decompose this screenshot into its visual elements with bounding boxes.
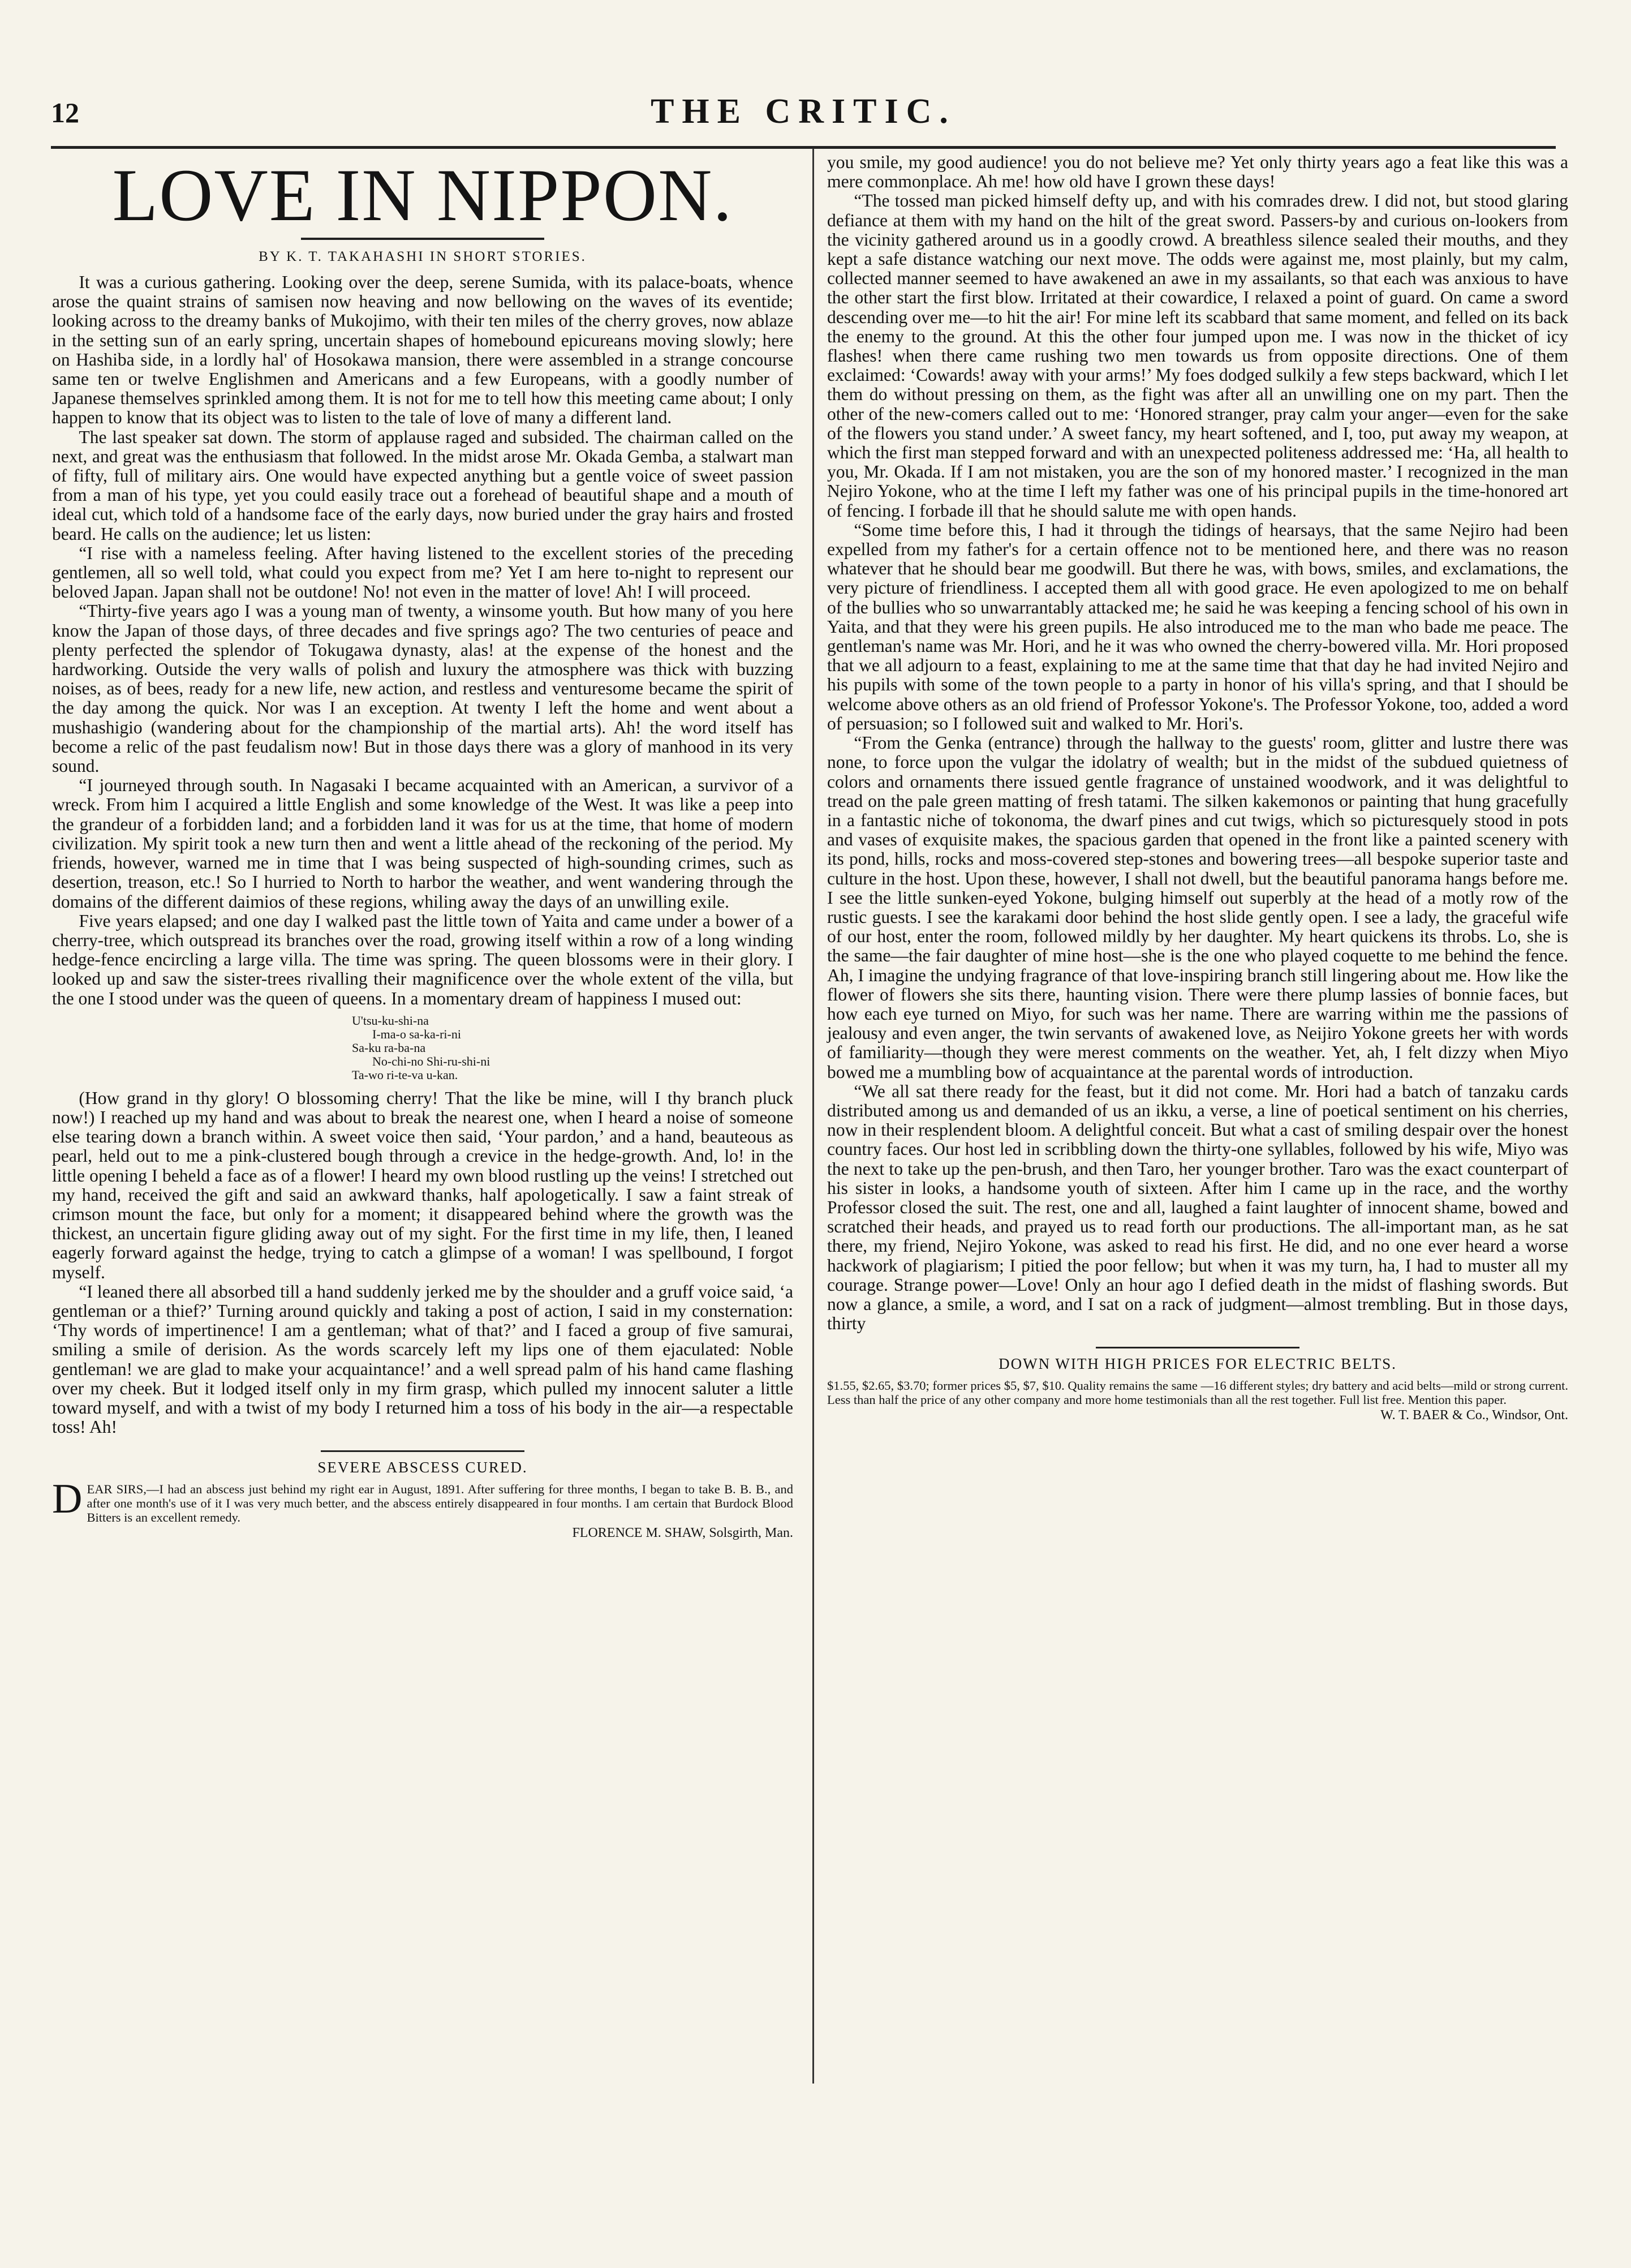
- drop-cap: D: [52, 1476, 83, 1523]
- right-column: [827, 153, 1568, 1423]
- ad-signature: FLORENCE M. SHAW, Solsgirth, Man.: [572, 1526, 793, 1541]
- article-paragraph: (How grand in thy glory! O blossoming cherry! That the like be mine, will I thy branch pluck now!) I reached up my hand and was about to break the nearest one, when I heard a noise of someone else tearing down a branch within. A sweet voice then said, ‘Your pardon,’ and a hand, beauteous as pearl, held out to me a pink-clustered bough through a crevice in the hedge-growth. And, lo! in the little opening I beheld a face as of a flower! I heard my own blood rustling up the veins! I stretched out my hand, received the gift and said an awkward thanks, half apologetically. I saw a faint streak of crimson mount the face, but only for a moment; it disappeared behind where the growth was the thickest, an uncertain figure gliding away out of my sight. For the first time in my life, then, I leaned eagerly forward against the hedge, trying to catch a glimpse of a woman! I was spellbound, I forgot myself.: [52, 1088, 793, 1282]
- ad-title: SEVERE ABSCESS CURED.: [317, 1459, 528, 1476]
- article-paragraph: Five years elapsed; and one day I walked past the little town of Yaita and came under a bower of a cherry-tree, which outspread its branches over the road, growing itself within a row of a long winding hedge-fence encircling a large villa. The time was spring. The queen blossoms were in their glory. I looked up and saw the sister-trees rivalling their magnificence over the whole extent of the villa, but the one I stood under was the queen of queens. In a momentary dream of happiness I mused out:: [52, 910, 793, 1008]
- article-paragraph: “I journeyed through south. In Nagasaki I became acquainted with an American, a survivor of a wreck. From him I acquired a little English and some knowledge of the West. It was like a peep into the grandeur of a forbidden land; and a forbidden land it was for us at the time, that home of modern civilization. My spirit took a new turn then and went a little ahead of the reckoning of the period. My friends, however, warned me in time that I was being suspected of high-sounding crimes, such as desertion, treason, etc.! So I hurried to North to harbor the weather, and went wandering through the domains of the different daimios of these regions, whiling away the days of an unwilling exile.: [52, 775, 793, 912]
- article-paragraph: The last speaker sat down. The storm of applause raged and subsided. The chairman called on the next, and great was the enthusiasm that followed. In the midst arose Mr. Okada Gemba, a stalwart man of fifty, full of military airs. One would have expected anything but a gentle voice of sweet passion from a man of his type, yet you could easily trace out a forehead of beautiful shape and a mouth of ideal cut, which told of a handsome face of the early days, now buried under the gray hairs and frosted beard. He calls on the audience; let us listen:: [52, 427, 793, 544]
- article-paragraph: “The tossed man picked himself defty up, and with his comrades drew. I did not, but stood glaring defiance at them with my hand on the hilt of the great sword. Passers-by and curious on-lookers from the vicinity gathered around us in a goodly crowd. A breathless silence sealed their mouths, and they kept a safe distance watching our next move. The odds were against me, most plainly, but my calm, collected manner seemed to have awakened an awe in my assailants, so that each was anxious to have the other start the first blow. Irritated at their cowardice, I relaxed a point of guard. On came a sword descending over me—to hit the air! For mine left its scabbard that same moment, and felled on its back the enemy to the ground. At this the other four jumped upon me. I was now in the thicket of icy flashes! when there came rushing two men towards us from opposite directions. One of them exclaimed: ‘Cowards! away with your arms!’ My foes dodged sulkily a few steps backward, which I let them do without pressing on them, as the fight was after all an unwilling one on my part. Then the other of the new-comers called out to me: ‘Honored stranger, pray calm your anger—even for the sake of the flowers you stand under.’ A sweet fancy, my heart softened, and I, too, put away my weapon, at which the first man stepped forward and with an unexpected politeness addressed me: ‘Ha, all health to you, Mr. Okada. If I am not mistaken, you are the son of my honored master.’ I recognized in the man Nejiro Yokone, who at the time I left my father was one of his principal pupils in the time-honored art of fencing. I forbade ill that he should salute me with open hands.: [827, 191, 1568, 521]
- japanese-verse: [352, 1014, 793, 1082]
- title-rule: [301, 238, 544, 240]
- article-paragraph: It was a curious gathering. Looking over the deep, serene Sumida, with its palace-boats, whence arose the quaint strains of samisen now heaving and now bellowing on the waves of its eventide; looking across to the dreamy banks of Mukojimo, with their ten miles of the cherry groves, now ablaze in the setting sun of an early spring, uncertain shapes of homebound epicureans moving slowly; here on Hashiba side, in a lordly hal' of Hosokawa mansion, there were assembled in a strange concourse same ten or twelve Englishmen and Americans and a few Europeans, with a goodly number of Japanese themselves sprinkled among them. It is not for me to tell how this meeting came about; I only happen to know that its object was to listen to the tale of love of many a different land.: [52, 272, 793, 428]
- verse-line: Ta-wo ri-te-va u-kan.: [352, 1067, 458, 1082]
- electric-belts-advertisement: [827, 1355, 1568, 1423]
- article-paragraph: “Thirty-five years ago I was a young man of twenty, a winsome youth. But how many of you here know the Japan of those days, of three decades and five springs ago? The two centuries of peace and plenty perfected the splendor of Tokugawa dynasty, alas! at the expense of the honest and the hardworking. Outside the very walls of polish and luxury the atmosphere was thick with buzzing noises, as of bees, ready for a new life, new action, and restless and venturesome became the spirit of the day among the quick. Nor was I an exception. At twenty I left the home and went about a mushashigio (wandering about for the championship of the martial arts). Ah! the word itself has become a relic of the past feudalism now! But in those days there was a glory of manhood in its very sound.: [52, 601, 793, 776]
- ad-rule: [321, 1450, 524, 1452]
- ad-body: EAR SIRS,—I had an abscess just behind my right ear in August, 1891. After suffering for three months, I began to take B. B. B., and after one month's use of it I was very much better, and the abscess entirely disappeared in four months. I am certain that Burdock Blood Bitters is an excellent remedy.: [87, 1482, 793, 1525]
- ad-signature: W. T. BAER & Co., Windsor, Ont.: [1380, 1408, 1568, 1423]
- article-paragraph: “From the Genka (entrance) through the hallway to the guests' room, glitter and lustre there was none, to force upon the vulgar the idolatry of wealth; but in the midst of the subdued quietness of colors and ornaments there issued gentle fragrance of unstained woodwork, and it was delightful to tread on the pale green matting of fresh tatami. The silken kakemonos or painting that hung gracefully in a fantastic niche of tokonoma, the dwarf pines and cut twigs, which so picturesquely stood in pots and vases of exquisite makes, the spacious garden that opened in the front like a painted scenery with its pond, hills, rocks and moss-covered step-stones and bowering trees—all bespoke superior taste and culture in the host. Upon these, however, I shall not dwell, but the beautiful panorama hangs before me. I see the little sunken-eyed Yokone, bulging himself out superbly at the head of a motly row of the rustic guests. I see the karakami door behind the host slide gently open. I see a lady, the graceful wife of our host, enter the room, followed mildly by her daughter. My heart quickens its throbs. Lo, she is the same—the fair daughter of mine host—she is the one who played coquette to me behind the fence. Ah, I imagine the undying fragrance of that love-inspiring branch still lingering about me. How like the flower of flowers she sits there, haunting vision. There were there plump lassies of bonnie faces, but how each eye turned on Miyo, for such was her name. There are warring within me the passions of jealousy and even anger, the twin servants of awakened love, as Neijiro Yokone greets her with words of familiarity—though they were merest comments on the weather. Yet, ah, I felt dizzy when Miyo bowed me a mumbling bow of acquaintance at the parental words of introduction.: [827, 733, 1568, 1082]
- page-header: [51, 92, 1556, 141]
- article-paragraph: “We all sat there ready for the feast, but it did not come. Mr. Hori had a batch of tanzaku cards distributed among us and demanded of us an ikku, a verse, a line of poetical sentiment on his cherries, now in their resplendent bloom. A delightful conceit. But what a cast of smiling despair over the honest country faces. Our host led in scribbling down the thirty-one syllables, followed by his wife, Miyo was the next to take up the pen-brush, and then Taro, her younger brother. Taro was the exact counterpart of his sister in looks, a handsome youth of sixteen. After him I came up in the race, and the worthy Professor closed the suit. The rest, one and all, laughed a faint laughter of innocent shame, bowed and scratched their heads, and prayed us to read forth our productions. The all-important man, as he sat there, my friend, Nejiro Yokone, was asked to read his first. He did, and no one ever heard a worse hackwork of plagiarism; I pitied the poor fellow; but when it was my turn, ha, I had to muster all my courage. Strange power—Love! Only an hour ago I defied death in the midst of flashing swords. But now a glance, a smile, a word, and I sat on a rack of judgment—almost trembling. But in those days, thirty: [827, 1081, 1568, 1334]
- header-rule: [51, 146, 1556, 149]
- left-column: [52, 153, 793, 1541]
- ad-title: DOWN WITH HIGH PRICES FOR ELECTRIC BELTS.: [999, 1355, 1397, 1373]
- article-byline: BY K. T. TAKAHASHI IN SHORT STORIES.: [259, 249, 587, 264]
- ad-text: $1.55, $2.65, $3.70; former prices $5, $7, $10. Quality remains the same —16 different styles; dry battery and acid belts—mild or strong current. Less than half the price of any other company and more home testimonials than all the rest together. Full list free. Mention this paper.: [827, 1378, 1568, 1407]
- ad-text: [52, 1476, 793, 1525]
- verse-line: No-chi-no Shi-ru-shi-ni: [372, 1054, 490, 1068]
- article-title: LOVE IN NIPPON.: [112, 153, 733, 237]
- verse-line: U'tsu-ku-shi-na: [352, 1013, 429, 1028]
- article-paragraph: “I rise with a nameless feeling. After having listened to the excellent stories of the preceding gentlemen, all so well told, what could you expect from me? Yet I am here to-night to represent our beloved Japan. Japan shall not be outdone! No! not even in the matter of love! Ah! I will proceed.: [52, 543, 793, 602]
- abscess-advertisement: [52, 1459, 793, 1541]
- article-paragraph: “I leaned there all absorbed till a hand suddenly jerked me by the shoulder and a gruff voice said, ‘a gentleman or a thief?’ Turning around quickly and taking a post of action, I said in my consternation: ‘Thy words of impertinence! I am a gentleman; what of that?’ and I faced a group of five samurai, smiling a smile of derision. As the words scarcely left my lips one of them ejaculated: Noble gentleman! we are glad to make your acquaintance!’ and a well spread palm of his hand came flashing over my cheek. But it lodged itself only in my firm grasp, which pulled my innocent saluter a little toward myself, and with a twist of my body I returned him a toss of his body in the air—a respectable toss! Ah!: [52, 1281, 793, 1437]
- article-paragraph: “Some time before this, I had it through the tidings of hearsays, that the same Nejiro had been expelled from my father's for a certain offence not to be mentioned here, and there was no reason whatever that he should bear me goodwill. But there he was, with bows, smiles, and exclamations, the very picture of friendliness. I accepted them all with good grace. He even apologized to me on behalf of the bullies who so unwarrantably attacked me; he said he was keeping a fencing school of his own in Yaita, and that they were his green pupils. He also introduced me to the man who bade me peace. The gentleman's name was Mr. Hori, and he it was who owned the cherry-bowered villa. Mr. Hori proposed that we all adjourn to a feast, explaining to me at the same time that that day he had invited Nejiro and his pupils with some of the town people to a party in honor of his villa's spring, and that I should be welcome above others as an old friend of Professor Yokone's. The Professor Yokone, too, added a word of persuasion; so I followed suit and walked to Mr. Hori's.: [827, 519, 1568, 733]
- ad-rule: [1096, 1347, 1299, 1348]
- column-divider: [812, 148, 814, 2084]
- verse-line: Sa-ku ra-ba-na: [352, 1040, 426, 1055]
- page-number: 12: [51, 97, 79, 128]
- article-paragraph: you smile, my good audience! you do not believe me? Yet only thirty years ago a feat like this was a mere commonplace. Ah me! how old have I grown these days!: [827, 152, 1568, 192]
- verse-line: I-ma-o sa-ka-ri-ni: [372, 1026, 461, 1041]
- publication-masthead: THE CRITIC.: [651, 92, 956, 131]
